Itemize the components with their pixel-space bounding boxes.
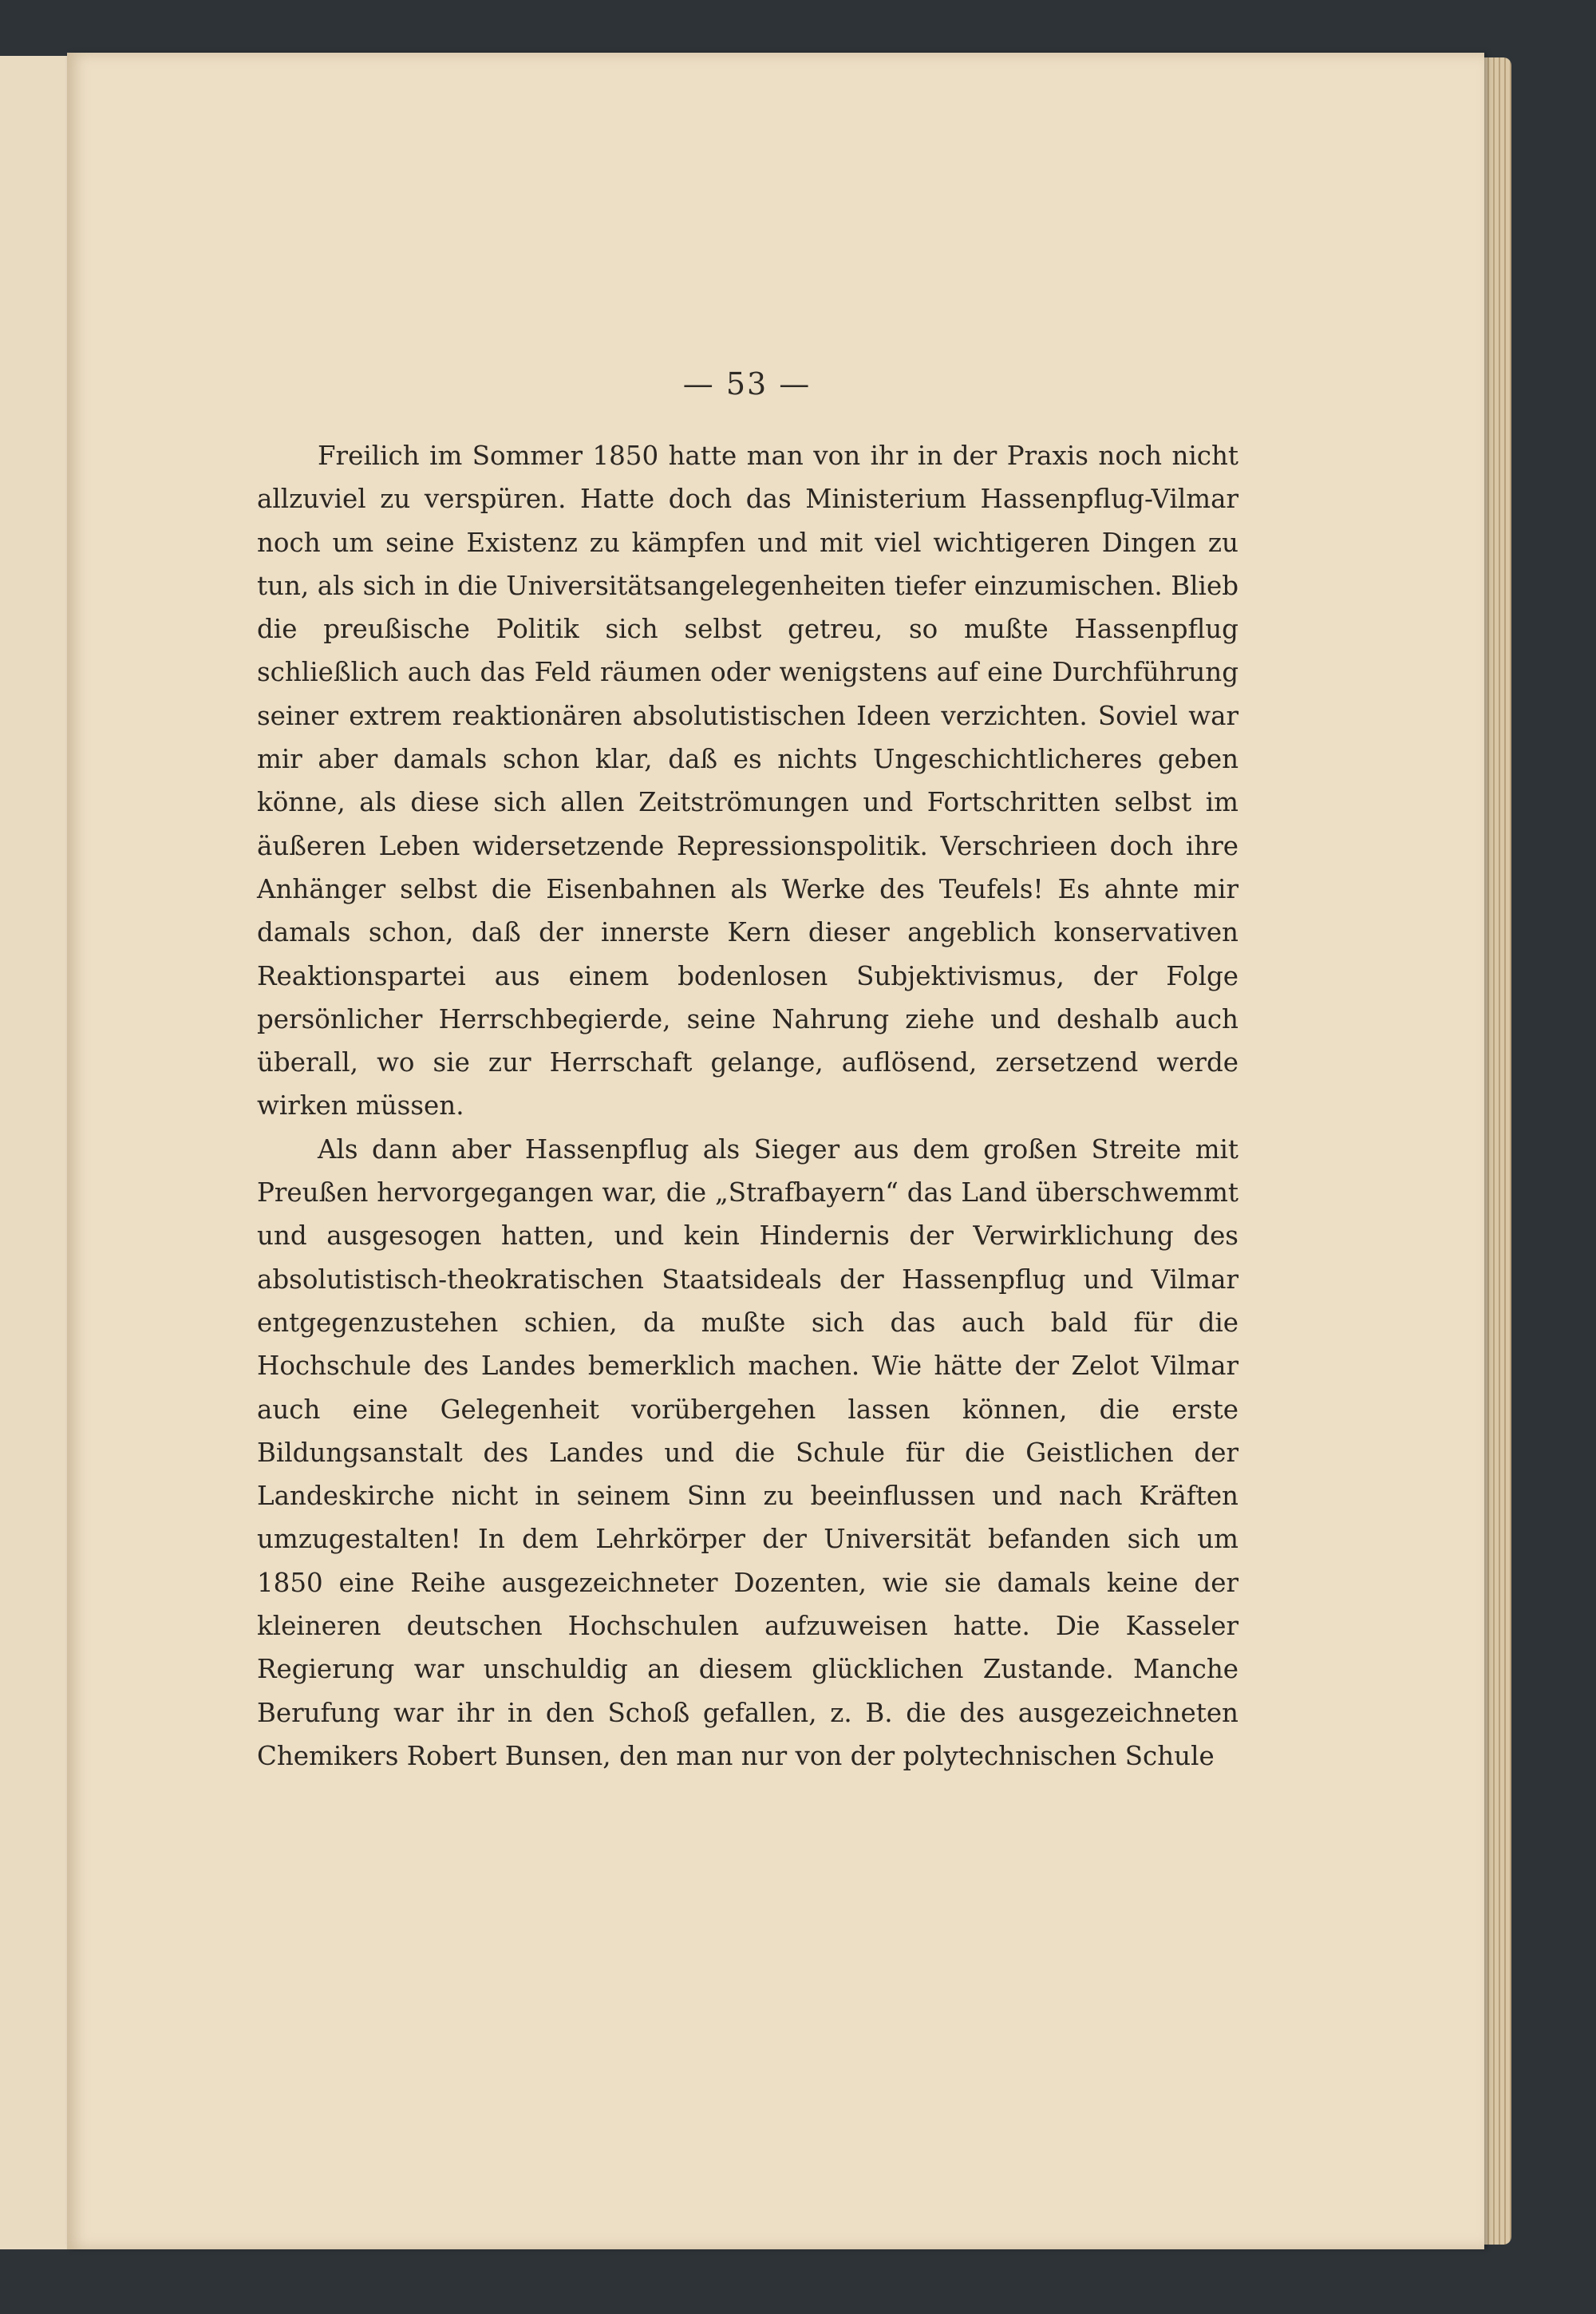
paragraph: Als dann aber Hassenpflug als Sieger aus dem großen Streite mit Preußen hervorgegangen war, die „Strafbayern“ das Land überschwemmt und ausgesogen hatten, und kein Hindernis der Verwirklichung des absolutistisch-theokratischen Staatsideals der Hassenpflug und Vilmar entgegenzustehen schien, da mußte sich das auch bald für die Hochschule des Landes bemerklich machen. Wie hätte der Zelot Vilmar auch eine Gelegenheit vorübergehen lassen können, die erste Bildungsanstalt des Landes und die Schule für die Geistlichen der Landeskirche nicht in seinem Sinn zu beeinflussen und nach Kräften umzugestalten! In dem Lehrkörper der Universität befanden sich um 1850 eine Reihe ausgezeichneter Dozenten, wie sie damals keine der kleineren deutschen Hochschulen aufzuweisen hatte. Die Kasseler Regierung war unschuldig an diesem glücklichen Zustande. Manche Berufung war ihr in den Schoß gefallen, z. B. die des ausgezeichneten Chemikers Robert Bunsen, den man nur von der polytechnischen Schule	[257, 1133, 1238, 1771]
body-text	[257, 434, 1238, 1778]
book-page	[67, 53, 1484, 2249]
page-number: — 53 —	[682, 366, 812, 401]
paragraph: Freilich im Sommer 1850 hatte man von ihr in der Praxis noch nicht allzuviel zu verspüren. Hatte doch das Ministerium Hassenpflug-Vilmar noch um seine Existenz zu kämpfen und mit viel wichtigeren Dingen zu tun, als sich in die Universitätsangelegenheiten tiefer einzumischen. Blieb die preußische Politik sich selbst getreu, so mußte Hassenpflug schließlich auch das Feld räumen oder wenigstens auf eine Durchführung seiner extrem reaktionären absolutistischen Ideen verzichten. Soviel war mir aber damals schon klar, daß es nichts Ungeschichtlicheres geben könne, als diese sich allen Zeitströmungen und Fortschritten selbst im äußeren Leben widersetzende Repressionspolitik. Verschrieen doch ihre Anhänger selbst die Eisenbahnen als Werke des Teufels! Es ahnte mir damals schon, daß der innerste Kern dieser angeblich konservativen Reaktionspartei aus einem bodenlosen Subjektivismus, der Folge persönlicher Herrschbegierde, seine Nahrung ziehe und deshalb auch überall, wo sie zur Herrschaft gelange, auflösend, zersetzend werde wirken müssen.	[257, 441, 1238, 1121]
